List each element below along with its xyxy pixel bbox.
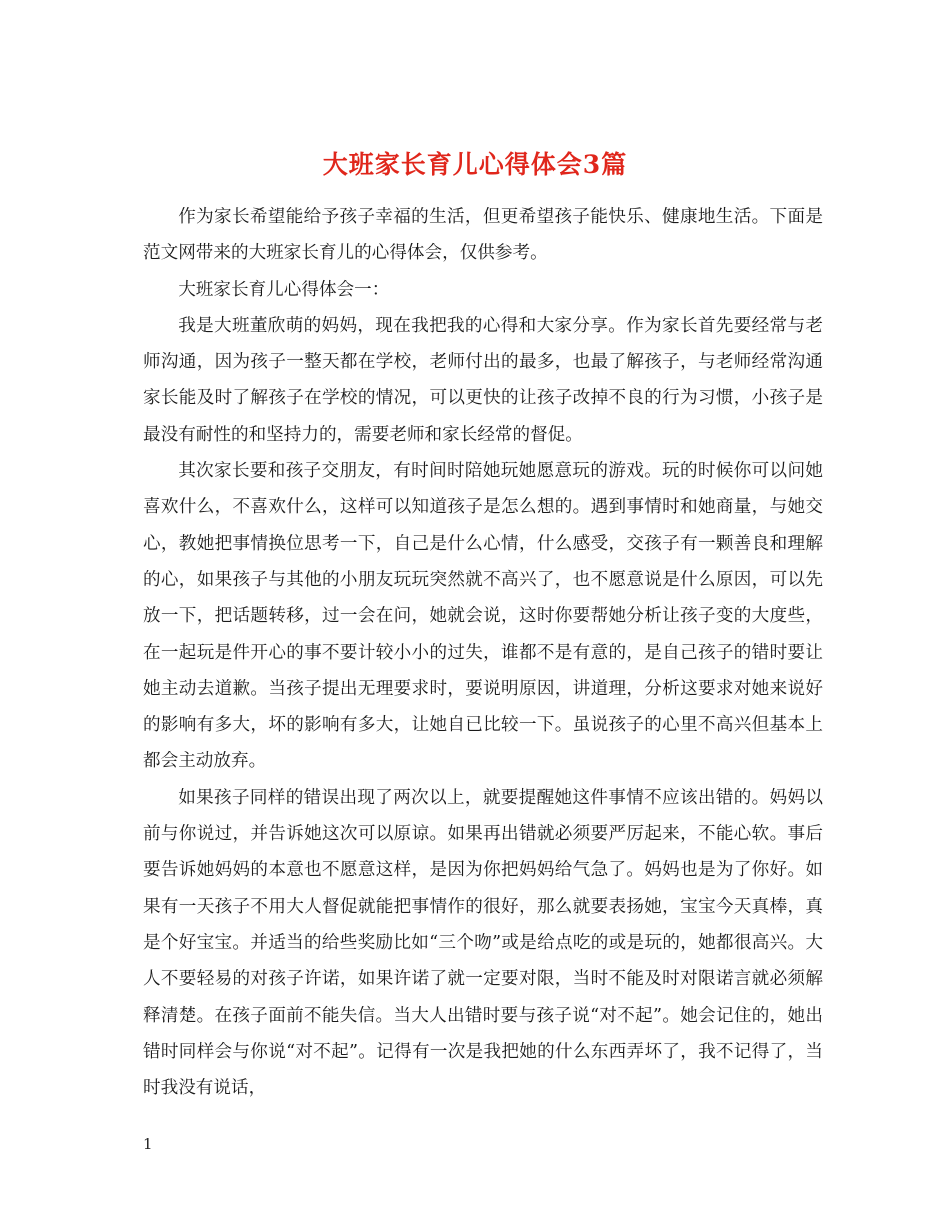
paragraph: 如果孩子同样的错误出现了两次以上，就要提醒她这件事情不应该出错的。妈妈以前与你说过，并告诉她这次可以原谅。如果再出错就必须要严厉起来，不能心软。事后要告诉她妈妈的本意也不愿意这样，是因为你把妈妈给气急了。妈妈也是为了你好。如果有一天孩子不用大人督促就能把事情作的很好，那么就要表扬她，宝宝今天真棒，真是个好宝宝。并适当的给些奖励比如“三个吻”或是给点吃的或是玩的，她都很高兴。大人不要轻易的对孩子许诺，如果许诺了就一定要对限，当时不能及时对限诺言就必须解释清楚。在孩子面前不能失信。当大人出错时要与孩子说“对不起”。她会记住的，她出错时同样会与你说“对不起”。记得有一次是我把她的什么东西弄坏了，我不记得了，当时我没有说话，: [143, 787, 823, 1099]
paragraph: 我是大班董欣萌的妈妈，现在我把我的心得和大家分享。作为家长首先要经常与老师沟通，因为孩子一整天都在学校，老师付出的最多，也最了解孩子，与老师经常沟通家长能及时了解孩子在学校的情况，可以更快的让孩子改掉不良的行为习惯，小孩子是最没有耐性的和坚持力的，需要老师和家长经常的督促。: [143, 315, 823, 445]
page-number: 1: [143, 1135, 153, 1153]
document-body: [143, 199, 823, 1106]
paragraph-intro: 作为家长希望能给予孩子幸福的生活，但更希望孩子能快乐、健康地生活。下面是范文网带来的大班家长育儿的心得体会，仅供参考。: [143, 207, 823, 264]
document-title: 大班家长育儿心得体会3篇: [322, 149, 628, 179]
section-heading: 大班家长育儿心得体会一：: [178, 279, 390, 300]
paragraph: 其次家长要和孩子交朋友，有时间时陪她玩她愿意玩的游戏。玩的时候你可以问她喜欢什么，不喜欢什么，这样可以知道孩子是怎么想的。遇到事情时和她商量，与她交心，教她把事情换位思考一下，自己是什么心情，什么感受，交孩子有一颗善良和理解的心，如果孩子与其他的小朋友玩玩突然就不高兴了，也不愿意说是什么原因，可以先放一下，把话题转移，过一会在问，她就会说，这时你要帮她分析让孩子变的大度些，在一起玩是件开心的事不要计较小小的过失，谁都不是有意的，是自己孩子的错时要让她主动去道歉。当孩子提出无理要求时，要说明原因，讲道理，分析这要求对她来说好的影响有多大，坏的影响有多大，让她自已比较一下。虽说孩子的心里不高兴但基本上都会主动放弃。: [143, 461, 823, 772]
